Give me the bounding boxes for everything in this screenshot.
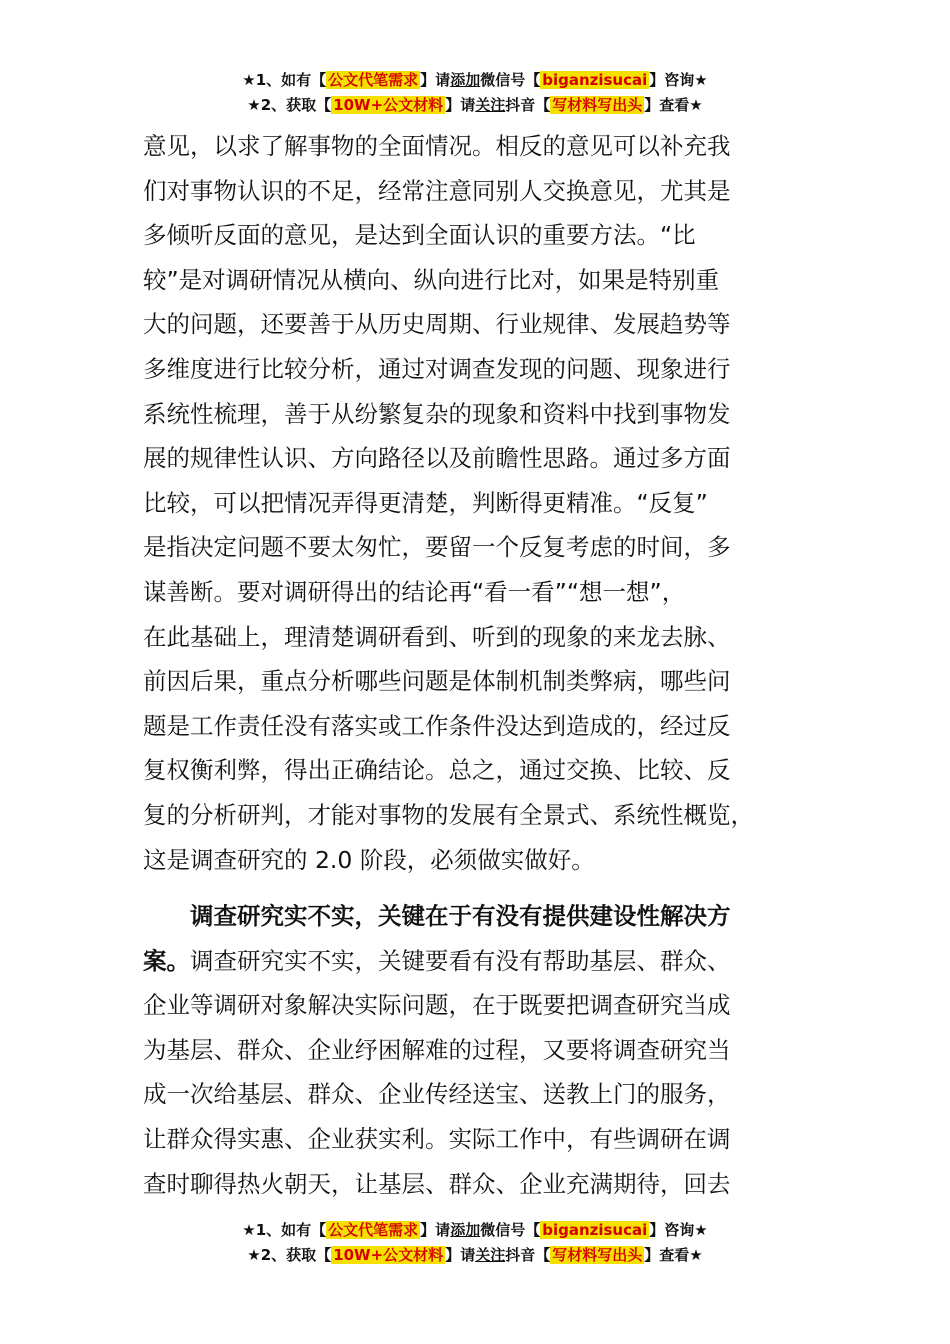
paragraph-2 (143, 894, 808, 1206)
footer-ad-1-highlight: 公文代笔需求 (328, 1221, 419, 1239)
paragraph-2-line: 成一次给基层、群众、企业传经送宝、送教上门的服务， (143, 1080, 731, 1109)
paragraph-1-line: 谋善断。要对调研得出的结论再“看一看”“想一想”， (143, 577, 686, 606)
paragraph-1 (143, 124, 808, 882)
footer-ad-2-suffix: 】查看★ (644, 1246, 703, 1264)
paragraph-1-line: 系统性梳理，善于从纷繁复杂的现象和资料中找到事物发 (143, 399, 731, 428)
paragraph-2-line: 企业等调研对象解决实际问题，在于既要把调查研究当成 (143, 991, 731, 1020)
paragraph-2-heading-end: 案。 (143, 946, 190, 975)
header-ad-2-emph: 关注 (475, 96, 506, 114)
paragraph-1-line: 复权衡利弊，得出正确结论。总之，通过交换、比较、反 (143, 756, 731, 785)
paragraph-2-line: 为基层、群众、企业纾困解难的过程，又要将调查研究当 (143, 1035, 731, 1064)
footer-ad-line-1 (0, 1220, 950, 1240)
footer-wechat-id: biganzisucai (542, 1221, 648, 1239)
paragraph-1-line: 是指决定问题不要太匆忙，要留一个反复考虑的时间，多 (143, 533, 731, 562)
header-ad-2-suffix: 】查看★ (644, 96, 703, 114)
footer-ad-1-emph: 添加 (450, 1221, 481, 1239)
paragraph-2-line: 让群众得实惠、企业获实利。实际工作中，有些调研在调 (143, 1125, 731, 1154)
footer-ad-1-suffix: 】咨询★ (649, 1221, 708, 1239)
footer-ad-1-mid-a: 】请 (420, 1221, 451, 1239)
paragraph-1-line: 较”是对调研情况从横向、纵向进行比对，如果是特别重 (143, 265, 720, 294)
header-wechat-id: biganzisucai (542, 71, 648, 89)
header-ad-line-2 (0, 95, 950, 115)
paragraph-1-line: 多维度进行比较分析，通过对调查发现的问题、现象进行 (143, 354, 731, 383)
header-ad-1-prefix: ★1、如有【 (242, 71, 327, 89)
header-douyin-id: 写材料写出头 (552, 96, 643, 114)
paragraph-1-line: 意见，以求了解事物的全面情况。相反的意见可以补充我 (143, 132, 731, 160)
footer-ad-2-emph: 关注 (475, 1246, 506, 1264)
header-ad-1-suffix: 】咨询★ (649, 71, 708, 89)
header-ad-1-highlight: 公文代笔需求 (328, 71, 419, 89)
paragraph-2-line: 查时聊得热火朝天，让基层、群众、企业充满期待，回去 (143, 1169, 731, 1198)
footer-ad-2-highlight: 10W+公文材料 (333, 1246, 444, 1264)
header-ad-2-prefix: ★2、获取【 (247, 96, 332, 114)
paragraph-1-line: 题是工作责任没有落实或工作条件没达到造成的，经过反 (143, 711, 731, 740)
paragraph-2-heading: 调查研究实不实，关键在于有没有提供建设性解决方 (190, 902, 731, 931)
paragraph-2-line (143, 939, 808, 984)
footer-ad-line-2 (0, 1245, 950, 1265)
paragraph-1-line: 这是调查研究的 2.0 阶段，必须做实做好。 (143, 845, 595, 874)
header-ad-2-highlight: 10W+公文材料 (333, 96, 444, 114)
document-body (143, 124, 808, 1206)
paragraph-1-line: 们对事物认识的不足，经常注意同别人交换意见，尤其是 (143, 176, 731, 205)
paragraph-1-line: 在此基础上，理清楚调研看到、听到的现象的来龙去脉、 (143, 622, 731, 651)
paragraph-1-line: 复的分析研判，才能对事物的发展有全景式、系统性概览， (143, 800, 754, 829)
footer-ad-1-mid-b: 微信号【 (480, 1221, 541, 1239)
header-ad-1-mid-a: 】请 (420, 71, 451, 89)
paragraph-1-line: 展的规律性认识、方向路径以及前瞻性思路。通过多方面 (143, 444, 731, 473)
footer-ad-2-mid-b: 抖音【 (505, 1246, 551, 1264)
header-ad-2-mid-a: 】请 (445, 96, 476, 114)
header-ad-1-mid-b: 微信号【 (480, 71, 541, 89)
header-ad-line-1 (0, 70, 950, 90)
footer-ad-2-prefix: ★2、获取【 (247, 1246, 332, 1264)
paragraph-1-line: 多倾听反面的意见，是达到全面认识的重要方法。“比 (143, 221, 696, 250)
footer-ad-1-prefix: ★1、如有【 (242, 1221, 327, 1239)
header-ad-1-emph: 添加 (450, 71, 481, 89)
paragraph-2-line-rest: 调查研究实不实，关键要看有没有帮助基层、群众、 (190, 946, 731, 975)
paragraph-1-line: 比较，可以把情况弄得更清楚，判断得更精准。“反复” (143, 488, 708, 517)
paragraph-1-line: 大的问题，还要善于从历史周期、行业规律、发展趋势等 (143, 310, 731, 339)
footer-douyin-id: 写材料写出头 (552, 1246, 643, 1264)
header-ad-2-mid-b: 抖音【 (505, 96, 551, 114)
footer-ad-2-mid-a: 】请 (445, 1246, 476, 1264)
paragraph-1-line: 前因后果，重点分析哪些问题是体制机制类弊病，哪些问 (143, 667, 731, 696)
